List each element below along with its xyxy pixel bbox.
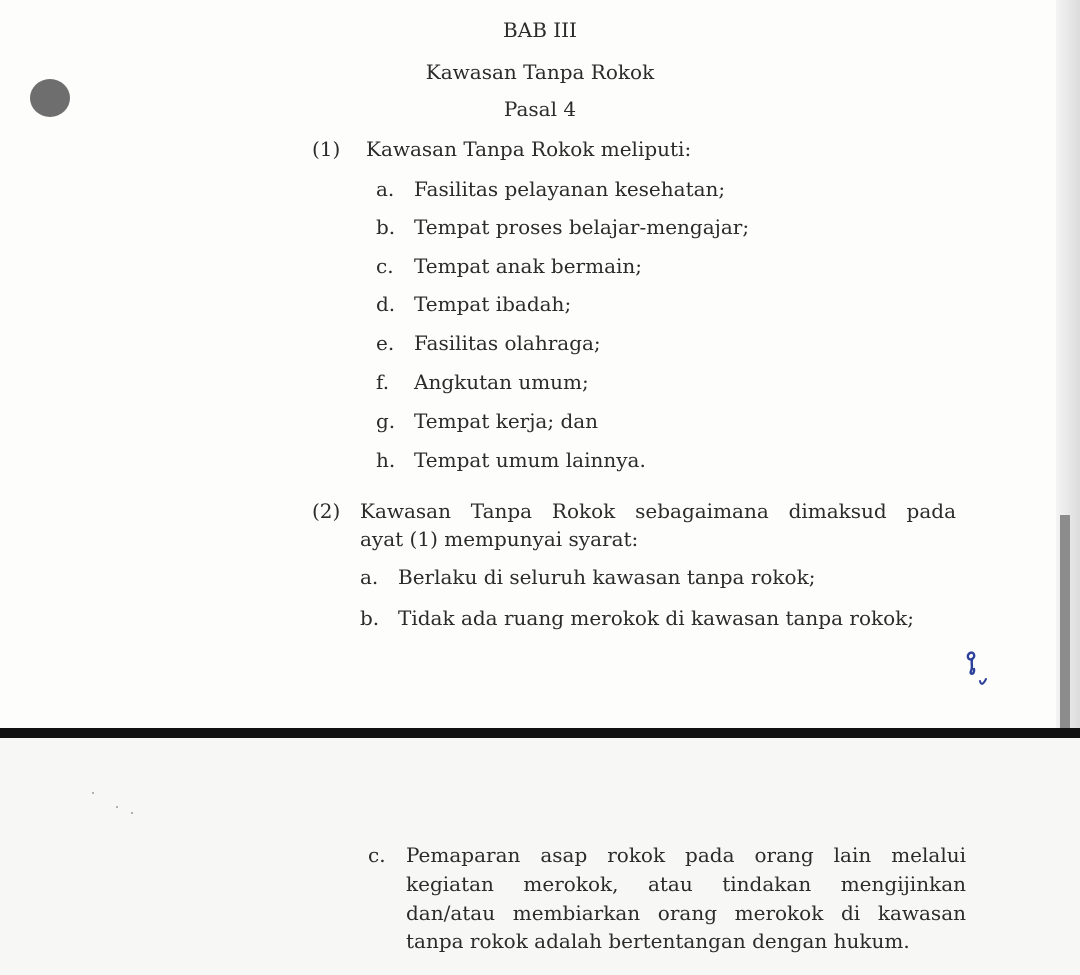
list-item-line: Pemaparan asap rokok pada orang lain melalui	[406, 843, 966, 867]
list-item-letter: c.	[376, 254, 394, 278]
list-item-letter: a.	[360, 565, 379, 589]
chapter-title: Kawasan Tanpa Rokok	[425, 60, 655, 84]
clause-2-number: (2)	[312, 499, 341, 523]
scan-speck	[131, 812, 133, 814]
list-item-letter: b.	[360, 606, 380, 630]
scan-speck	[116, 806, 118, 808]
page-edge-dark-strip	[1060, 515, 1070, 733]
list-item: Tempat anak bermain;	[414, 254, 643, 278]
list-item-letter: g.	[376, 409, 396, 433]
list-item-line: kegiatan merokok, atau tindakan mengijinkan	[406, 872, 966, 896]
list-item-letter: f.	[376, 370, 390, 394]
list-item-letter: h.	[376, 448, 396, 472]
handwritten-initial-icon	[962, 645, 992, 693]
list-item: Tempat proses belajar-mengajar;	[414, 215, 750, 239]
clause-1-text: Kawasan Tanpa Rokok meliputi:	[366, 137, 692, 161]
clause-2-text-line1: Kawasan Tanpa Rokok sebagaimana dimaksud pada	[360, 499, 956, 523]
list-item: Tempat kerja; dan	[414, 409, 599, 433]
list-item-line: dan/atau membiarkan orang merokok di kawasan	[406, 901, 966, 925]
list-item: Angkutan umum;	[414, 370, 589, 394]
clause-2-text-line2: ayat (1) mempunyai syarat:	[360, 527, 639, 551]
scan-speck	[92, 792, 94, 794]
chapter-heading: BAB III	[503, 18, 577, 42]
article-heading: Pasal 4	[503, 97, 577, 121]
list-item: Fasilitas pelayanan kesehatan;	[414, 177, 726, 201]
list-item: Tempat umum lainnya.	[414, 448, 646, 472]
list-item-letter: e.	[376, 331, 395, 355]
list-item-line: tanpa rokok adalah bertentangan dengan hukum.	[406, 929, 910, 953]
list-item-letter: c.	[368, 843, 386, 867]
list-item-letter: a.	[376, 177, 395, 201]
list-item: Fasilitas olahraga;	[414, 331, 601, 355]
list-item-letter: b.	[376, 215, 396, 239]
scan-divider-bar	[0, 728, 1080, 738]
list-item: Berlaku di seluruh kawasan tanpa rokok;	[398, 565, 816, 589]
list-item: Tidak ada ruang merokok di kawasan tanpa rokok;	[398, 606, 915, 630]
clause-1-number: (1)	[312, 137, 341, 161]
list-item-letter: d.	[376, 292, 396, 316]
list-item: Tempat ibadah;	[414, 292, 572, 316]
